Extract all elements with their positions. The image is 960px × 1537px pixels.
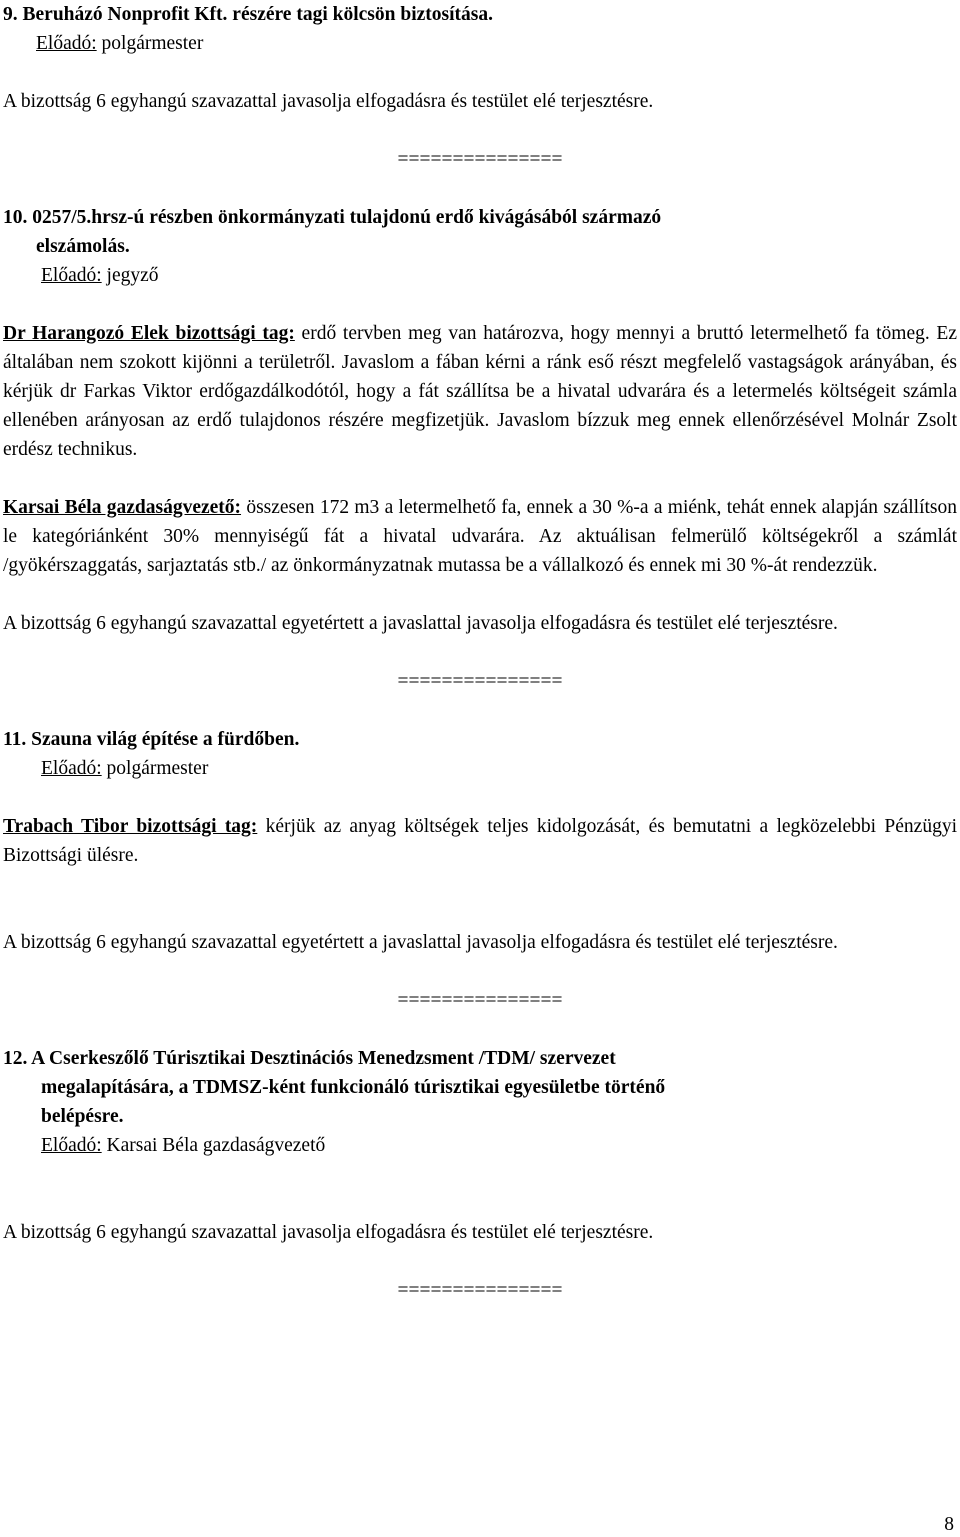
item-10-speaker-2 [3, 493, 957, 580]
presenter-name: jegyző [101, 265, 159, 286]
separator: =============== [397, 990, 563, 1011]
item-9-title: 9. Beruházó Nonprofit Kft. részére tagi kölcsön biztosítása. [3, 4, 493, 25]
separator: =============== [397, 1280, 563, 1301]
item-9-decision: A bizottság 6 egyhangú szavazattal javasolja elfogadásra és testület elé terjesztésre. [3, 91, 654, 112]
item-11-speaker [3, 812, 957, 870]
item-12-title-line1: 12. A Cserkeszőlő Túrisztikai Desztinációs Menedzsment /TDM/ szervezet [3, 1048, 616, 1069]
presenter-name: polgármester [101, 758, 209, 779]
presenter-label: Előadó: [41, 758, 102, 779]
item-10-decision: A bizottság 6 egyhangú szavazattal egyetértett a javaslattal javasolja elfogadásra és testület elé terjesztésre. [3, 613, 838, 634]
speaker-label: Karsai Béla gazdaságvezető: [3, 497, 242, 518]
item-12-title-line2: megalapítására, a TDMSZ-ként funkcionáló túrisztikai egyesületbe történő [41, 1077, 666, 1098]
item-10-speaker-1 [3, 319, 957, 464]
document-page [3, 0, 957, 1305]
item-10-presenter [3, 261, 957, 290]
presenter-label: Előadó: [41, 265, 102, 286]
item-10-title-line1: 10. 0257/5.hrsz-ú részben önkormányzati tulajdonú erdő kivágásából származó [3, 207, 662, 228]
presenter-name: Karsai Béla gazdaságvezető [101, 1135, 326, 1156]
page-number: 8 [944, 1514, 954, 1535]
item-9-presenter [3, 29, 957, 58]
item-11-decision: A bizottság 6 egyhangú szavazattal egyetértett a javaslattal javasolja elfogadásra és testület elé terjesztésre. [3, 932, 838, 953]
item-11-presenter [3, 754, 957, 783]
separator: =============== [397, 671, 563, 692]
speaker-text: összesen 172 m3 a letermelhető fa, ennek a 30 %-a a miénk, tehát ennek alapján szállítson le kategóriánként 30% mennyiségű fát a hivatal udvarára. Az aktuálisan felmerülő költségekről a számlát /gyökérszaggatás, sarjaztatás stb./ az önkormányzatnak mutassa be a vállalkozó és ennek mi 30 %-át rendezzük. [3, 497, 957, 576]
presenter-label: Előadó: [36, 33, 97, 54]
item-11-title: 11. Szauna világ építése a fürdőben. [3, 729, 300, 750]
speaker-label: Trabach Tibor bizottsági tag: [3, 816, 258, 837]
speaker-text: kérjük az anyag költségek teljes kidolgozását, és bemutatni a legközelebbi Pénzügyi Bizottsági ülésre. [3, 816, 957, 866]
item-10-title-line2: elszámolás. [36, 236, 130, 257]
presenter-name: polgármester [96, 33, 204, 54]
presenter-label: Előadó: [41, 1135, 102, 1156]
item-12-presenter [3, 1131, 957, 1160]
item-12-decision: A bizottság 6 egyhangú szavazattal javasolja elfogadásra és testület elé terjesztésre. [3, 1222, 654, 1243]
speaker-text: erdő tervben meg van határozva, hogy mennyi a bruttó letermelhető fa tömeg. Ez általában nem szokott kijönni a területről. Javaslom a fában kérni a ránk eső részt megfelelő vastagságok arányában, és kérjük dr Farkas Viktor erdőgazdálkodótól, hogy a fát szállítsa be a hivatal udvarára és a letermelés költségeit számla ellenében arányosan az erdő tulajdonos részére megfizetjük. Javaslom bízzuk meg ennek ellenőrzésével Molnár Zsolt erdész technikus. [3, 323, 957, 460]
item-12-title-line3: belépésre. [41, 1106, 124, 1127]
separator: =============== [397, 149, 563, 170]
speaker-label: Dr Harangozó Elek bizottsági tag: [3, 323, 295, 344]
